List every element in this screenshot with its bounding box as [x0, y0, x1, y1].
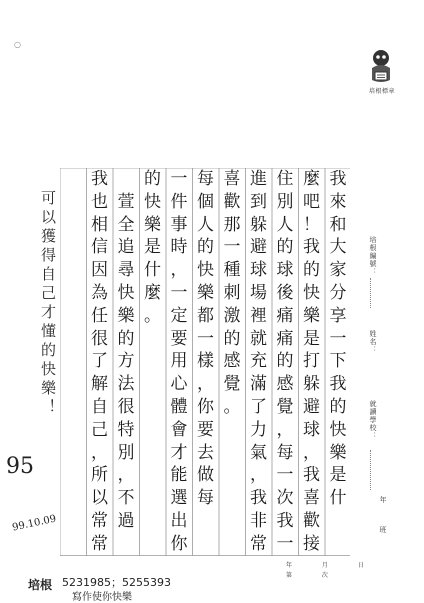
essay-character: 。 [223, 397, 241, 417]
essay-character: 躲 [250, 214, 267, 235]
essay-character: ， [303, 442, 320, 463]
essay-character: 人 [197, 214, 214, 235]
essay-character: 別 [276, 191, 294, 212]
essay-column [167, 168, 193, 556]
footer-brand: 培根 [28, 578, 53, 592]
essay-character: 很 [91, 328, 108, 349]
essay-character: 是 [144, 237, 161, 258]
essay-character: 一 [197, 328, 214, 349]
essay-character: 去 [197, 442, 214, 463]
essay-character: 每 [197, 488, 214, 509]
essay-character: 家 [329, 260, 347, 281]
essay-column [247, 168, 273, 556]
essay-character: 的 [117, 328, 135, 349]
essay-character: 就 [250, 328, 267, 349]
essay-character: 也 [91, 191, 108, 212]
essay-character: 麼 [144, 283, 161, 303]
essay-character: 非 [250, 511, 267, 531]
essay-character: 每 [197, 169, 214, 189]
essay-character: 追 [117, 237, 135, 258]
essay-character: 我 [303, 237, 320, 258]
essay-character: ， [170, 260, 188, 281]
essay-column [273, 168, 299, 556]
essay-column [114, 168, 140, 556]
essay-character: 所 [91, 465, 108, 486]
essay-character: 歡 [303, 511, 320, 531]
essay-character: 事 [170, 214, 188, 235]
essay-character: ！ [303, 214, 320, 235]
essay-character: 法 [117, 374, 135, 395]
essay-character: ， [276, 419, 294, 440]
essay-character: 痛 [276, 328, 294, 349]
essay-character: 特 [117, 419, 135, 440]
essay-character: 己 [91, 419, 108, 440]
essay-character: 感 [276, 374, 294, 395]
essay-character: 大 [329, 237, 347, 258]
essay-character: 了 [250, 397, 267, 417]
essay-character: 時 [170, 237, 188, 258]
essay-character: 球 [303, 419, 320, 440]
essay-character: 那 [223, 214, 241, 235]
essay-character: 一 [223, 237, 241, 258]
essay-character: 裡 [250, 305, 267, 326]
school-line [370, 450, 373, 490]
essay-character: 出 [170, 511, 188, 531]
essay-character: 不 [117, 488, 135, 509]
essay-character: ， [91, 442, 108, 463]
essay-character: 用 [170, 351, 188, 372]
essay-character: 我 [276, 511, 294, 531]
essay-character: 我 [91, 169, 108, 189]
footer-date-row2: 第 次 [286, 572, 342, 579]
essay-character: 和 [329, 214, 347, 235]
essay-character: 任 [91, 305, 108, 326]
essay-character: 一 [170, 283, 188, 303]
label-grade: 年 [379, 496, 387, 504]
essay-character: 來 [329, 191, 347, 212]
essay-character: 分 [329, 283, 347, 303]
essay-character: 能 [170, 465, 188, 486]
essay-character: 進 [250, 169, 267, 189]
essay-character: 快 [197, 260, 214, 281]
essay-character: 要 [197, 419, 214, 440]
essay-character: 的 [329, 397, 347, 417]
essay-character: 我 [303, 465, 320, 486]
essay-character: 做 [197, 465, 214, 486]
essay-character: 體 [170, 397, 188, 417]
essay-character: 住 [276, 169, 294, 189]
footer-slogan: 寫作使你快樂 [72, 592, 132, 603]
number-line [370, 278, 373, 308]
essay-character: 享 [329, 305, 347, 326]
essay-character: 種 [223, 260, 241, 281]
essay-character: 為 [91, 283, 108, 303]
essay-character: 我 [329, 169, 347, 189]
essay-column [220, 168, 246, 556]
essay-column [88, 168, 114, 556]
essay-character: 。 [144, 305, 161, 326]
essay-character: ， [197, 374, 214, 395]
essay-character: 的 [303, 260, 320, 281]
essay-character: 我 [329, 374, 347, 395]
peigen-logo [364, 46, 398, 86]
essay-character: 激 [223, 305, 241, 326]
essay-character: 心 [170, 374, 188, 395]
essay-character: 球 [250, 260, 267, 281]
essay-character: 自 [91, 397, 108, 417]
essay-character: 了 [91, 351, 108, 372]
essay-character: 一 [276, 533, 294, 554]
essay-character: ， [250, 465, 267, 486]
essay-character: 喜 [303, 488, 320, 509]
essay-character: ， [117, 465, 135, 486]
essay-character: 歡 [223, 191, 241, 212]
essay-column [326, 168, 352, 556]
essay-character: 喜 [223, 169, 241, 189]
essay-character: 人 [276, 214, 294, 235]
essay-character: 樂 [117, 305, 135, 326]
essay-character: 躲 [303, 374, 320, 395]
essay-character: 會 [170, 419, 188, 440]
essay-character: 力 [250, 419, 267, 440]
essay-character: 打 [303, 351, 320, 372]
essay-character: 別 [117, 442, 135, 463]
footer-phone: 5231985；5255393 [62, 576, 171, 589]
essay-character: 吧 [303, 191, 320, 212]
essay-character: 樂 [303, 305, 320, 326]
essay-character: 一 [329, 328, 347, 349]
essay-character [114, 168, 138, 191]
essay-character: 過 [117, 511, 135, 531]
essay-character: 什 [329, 488, 347, 509]
essay-character: 要 [170, 328, 188, 349]
essay-character: 件 [170, 191, 188, 212]
essay-character: 常 [91, 533, 108, 554]
essay-character: 滿 [250, 374, 267, 395]
essay-character: 是 [303, 328, 320, 349]
essay-character: 是 [329, 465, 347, 486]
label-number: 培根編號： [369, 236, 377, 276]
essay-character: 次 [276, 488, 294, 509]
essay-character: 都 [197, 305, 214, 326]
essay-column [300, 168, 326, 556]
essay-character: 因 [91, 260, 108, 281]
essay-character: 常 [250, 533, 267, 554]
essay-character: 痛 [276, 305, 294, 326]
essay-character: 什 [144, 260, 161, 281]
essay-character: 一 [170, 169, 188, 189]
essay-character: 全 [117, 214, 135, 235]
essay-character: 樂 [197, 283, 214, 303]
essay-character: 我 [250, 488, 267, 509]
essay-character: 避 [303, 397, 320, 417]
essay-character: 到 [250, 191, 267, 212]
essay-character: 快 [329, 419, 347, 440]
essay-character: 以 [91, 488, 108, 509]
label-name: 姓名： [369, 330, 377, 354]
essay-character: 快 [144, 191, 161, 212]
essay-character: 覺 [223, 374, 241, 395]
essay-character: 個 [197, 191, 214, 212]
essay-character: 才 [170, 442, 188, 463]
essay-character: 尋 [117, 260, 135, 281]
essay-character: 氣 [250, 442, 267, 463]
essay-character: 的 [276, 351, 294, 372]
label-class: 班 [379, 526, 387, 534]
essay-character: 的 [223, 328, 241, 349]
footer-date-row1: 年 月 日 [286, 562, 378, 569]
teacher-comment: 可以獲得自己才懂的快樂！ [39, 190, 57, 418]
essay-character: 球 [276, 260, 294, 281]
essay-character: 感 [223, 351, 241, 372]
essay-character: 樂 [329, 442, 347, 463]
essay-character: 萱 [117, 191, 135, 212]
essay-character: 選 [170, 488, 188, 509]
essay-character: 樣 [197, 351, 214, 372]
essay-character: 解 [91, 374, 108, 395]
essay-character: 快 [303, 283, 320, 303]
essay-character: 定 [170, 305, 188, 326]
essay-character: 樂 [144, 214, 161, 235]
essay-character: 的 [144, 169, 161, 189]
essay-character: 方 [117, 351, 135, 372]
essay-character: 相 [91, 214, 108, 235]
essay-character: 接 [303, 533, 320, 554]
score-mark: 95 [6, 454, 34, 479]
punch-mark: ○ [14, 40, 21, 49]
essay-character: 一 [276, 465, 294, 486]
essay-character: 覺 [276, 397, 294, 417]
essay-column [141, 168, 167, 556]
essay-character: 後 [276, 283, 294, 303]
essay-character: 刺 [223, 283, 241, 303]
essay-character: 下 [329, 351, 347, 372]
essay-character: 避 [250, 237, 267, 258]
essay-column [194, 168, 220, 556]
essay-character: 的 [276, 237, 294, 258]
essay-character: 你 [197, 397, 214, 417]
logo-caption: 培根標章 [368, 88, 395, 95]
essay-character: 信 [91, 237, 108, 258]
essay-character: 很 [117, 397, 135, 417]
review-date: 99.10.09 [11, 513, 58, 534]
essay-character: 每 [276, 442, 294, 463]
essay-character: 常 [91, 511, 108, 531]
essay-character: 麼 [303, 169, 320, 189]
essay-character: 快 [117, 283, 135, 303]
essay-character: 場 [250, 283, 267, 303]
label-school: 就讀學校： [369, 400, 377, 440]
essay-character: 的 [197, 237, 214, 258]
essay-character: 你 [170, 533, 188, 554]
essay-character: 充 [250, 351, 267, 372]
